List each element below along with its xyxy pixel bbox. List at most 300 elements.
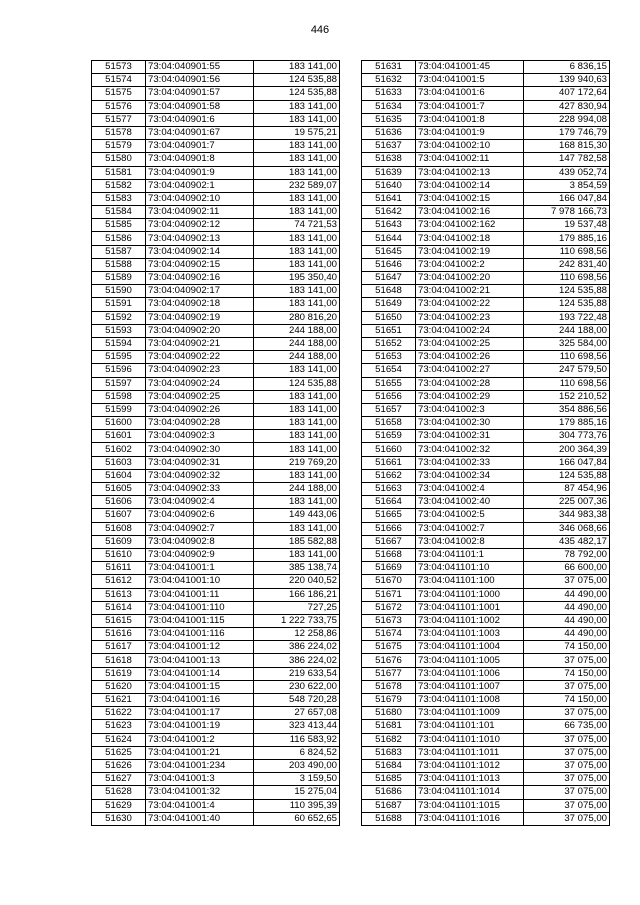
table-row: [92, 285, 340, 298]
table-row: [92, 364, 340, 377]
table-row: [362, 720, 610, 733]
cadastral-number-cell: 73:04:041001:6: [416, 87, 524, 100]
value-cell: 12 258,86: [254, 628, 340, 641]
value-cell: 1 222 733,75: [254, 614, 340, 627]
row-number-cell: 51667: [362, 535, 416, 548]
cadastral-number-cell: 73:04:041101:101: [416, 720, 524, 733]
cadastral-number-cell: 73:04:041101:1014: [416, 786, 524, 799]
table-row: [92, 403, 340, 416]
cadastral-number-cell: 73:04:040902:1: [146, 179, 254, 192]
cadastral-number-cell: 73:04:041001:3: [146, 773, 254, 786]
table-row: [92, 443, 340, 456]
value-cell: 66 600,00: [524, 562, 610, 575]
value-cell: 87 454,96: [524, 483, 610, 496]
value-cell: 19 537,48: [524, 219, 610, 232]
cadastral-number-cell: 73:04:041002:21: [416, 285, 524, 298]
row-number-cell: 51622: [92, 707, 146, 720]
row-number-cell: 51670: [362, 575, 416, 588]
table-row: [92, 324, 340, 337]
table-row: [362, 100, 610, 113]
value-cell: 60 652,65: [254, 812, 340, 825]
table-row: [362, 496, 610, 509]
cadastral-number-cell: 73:04:040902:26: [146, 403, 254, 416]
cadastral-number-cell: 73:04:040902:3: [146, 430, 254, 443]
value-cell: 183 141,00: [254, 192, 340, 205]
value-cell: 242 831,40: [524, 258, 610, 271]
value-cell: 44 490,00: [524, 628, 610, 641]
table-row: [362, 219, 610, 232]
value-cell: 179 885,16: [524, 232, 610, 245]
value-cell: 220 040,52: [254, 575, 340, 588]
table-row: [362, 588, 610, 601]
value-cell: 124 535,88: [254, 377, 340, 390]
value-cell: 37 075,00: [524, 680, 610, 693]
cadastral-number-cell: 73:04:041002:16: [416, 206, 524, 219]
table-row: [92, 311, 340, 324]
value-cell: 219 769,20: [254, 456, 340, 469]
value-cell: 78 792,00: [524, 548, 610, 561]
value-cell: 228 994,08: [524, 113, 610, 126]
cadastral-number-cell: 73:04:040901:67: [146, 126, 254, 139]
cadastral-number-cell: 73:04:041002:19: [416, 245, 524, 258]
row-number-cell: 51578: [92, 126, 146, 139]
row-number-cell: 51621: [92, 694, 146, 707]
value-cell: 116 583,92: [254, 733, 340, 746]
row-number-cell: 51680: [362, 707, 416, 720]
row-number-cell: 51641: [362, 192, 416, 205]
value-cell: 548 720,28: [254, 694, 340, 707]
value-cell: 225 007,36: [524, 496, 610, 509]
row-number-cell: 51654: [362, 364, 416, 377]
row-number-cell: 51688: [362, 812, 416, 825]
value-cell: 166 047,84: [524, 192, 610, 205]
table-row: [92, 628, 340, 641]
table-row: [92, 522, 340, 535]
table-row: [92, 759, 340, 772]
table-row: [92, 588, 340, 601]
cadastral-number-cell: 73:04:040902:19: [146, 311, 254, 324]
table-row: [92, 113, 340, 126]
table-row: [92, 232, 340, 245]
cadastral-number-cell: 73:04:041101:1015: [416, 799, 524, 812]
value-cell: 183 141,00: [254, 417, 340, 430]
row-number-cell: 51684: [362, 759, 416, 772]
row-number-cell: 51619: [92, 667, 146, 680]
table-row: [362, 324, 610, 337]
row-number-cell: 51590: [92, 285, 146, 298]
value-cell: 110 698,56: [524, 272, 610, 285]
row-number-cell: 51640: [362, 179, 416, 192]
table-row: [362, 456, 610, 469]
value-cell: 74 150,00: [524, 641, 610, 654]
row-number-cell: 51613: [92, 588, 146, 601]
value-cell: 166 186,21: [254, 588, 340, 601]
row-number-cell: 51609: [92, 535, 146, 548]
table-row: [92, 746, 340, 759]
cadastral-number-cell: 73:04:041002:27: [416, 364, 524, 377]
value-cell: 183 141,00: [254, 522, 340, 535]
table-row: [362, 694, 610, 707]
value-cell: 179 746,79: [524, 126, 610, 139]
value-cell: 110 698,56: [524, 245, 610, 258]
row-number-cell: 51633: [362, 87, 416, 100]
cadastral-number-cell: 73:04:040902:33: [146, 483, 254, 496]
row-number-cell: 51673: [362, 614, 416, 627]
table-row: [92, 812, 340, 825]
row-number-cell: 51611: [92, 562, 146, 575]
table-row: [362, 469, 610, 482]
row-number-cell: 51579: [92, 140, 146, 153]
value-cell: 346 068,66: [524, 522, 610, 535]
row-number-cell: 51603: [92, 456, 146, 469]
row-number-cell: 51652: [362, 337, 416, 350]
table-row: [92, 694, 340, 707]
table-row: [362, 535, 610, 548]
row-number-cell: 51607: [92, 509, 146, 522]
cadastral-number-cell: 73:04:041001:10: [146, 575, 254, 588]
row-number-cell: 51655: [362, 377, 416, 390]
table-row: [362, 443, 610, 456]
table-row: [92, 654, 340, 667]
table-row: [362, 707, 610, 720]
table-row: [92, 575, 340, 588]
value-cell: 6 836,15: [524, 61, 610, 74]
row-number-cell: 51630: [92, 812, 146, 825]
value-cell: 74 150,00: [524, 694, 610, 707]
row-number-cell: 51629: [92, 799, 146, 812]
cadastral-number-cell: 73:04:040902:25: [146, 390, 254, 403]
value-cell: 37 075,00: [524, 707, 610, 720]
value-cell: 110 698,56: [524, 351, 610, 364]
row-number-cell: 51663: [362, 483, 416, 496]
row-number-cell: 51598: [92, 390, 146, 403]
row-number-cell: 51660: [362, 443, 416, 456]
row-number-cell: 51643: [362, 219, 416, 232]
value-cell: 183 141,00: [254, 285, 340, 298]
value-cell: 407 172,64: [524, 87, 610, 100]
cadastral-number-cell: 73:04:040902:4: [146, 496, 254, 509]
value-cell: 323 413,44: [254, 720, 340, 733]
registry-table-right: [361, 60, 610, 826]
value-cell: 37 075,00: [524, 812, 610, 825]
table-row: [362, 667, 610, 680]
row-number-cell: 51677: [362, 667, 416, 680]
row-number-cell: 51604: [92, 469, 146, 482]
cadastral-number-cell: 73:04:041002:10: [416, 140, 524, 153]
cadastral-number-cell: 73:04:040901:6: [146, 113, 254, 126]
row-number-cell: 51653: [362, 351, 416, 364]
table-row: [92, 74, 340, 87]
table-row: [362, 377, 610, 390]
table-row: [362, 641, 610, 654]
cadastral-number-cell: 73:04:041001:4: [146, 799, 254, 812]
value-cell: 37 075,00: [524, 575, 610, 588]
table-row: [362, 364, 610, 377]
value-cell: 183 141,00: [254, 61, 340, 74]
row-number-cell: 51675: [362, 641, 416, 654]
row-number-cell: 51592: [92, 311, 146, 324]
table-row: [362, 680, 610, 693]
value-cell: 219 633,54: [254, 667, 340, 680]
cadastral-number-cell: 73:04:041001:110: [146, 601, 254, 614]
cadastral-number-cell: 73:04:041002:14: [416, 179, 524, 192]
row-number-cell: 51676: [362, 654, 416, 667]
cadastral-number-cell: 73:04:041101:1005: [416, 654, 524, 667]
value-cell: 3 854,59: [524, 179, 610, 192]
cadastral-number-cell: 73:04:041002:13: [416, 166, 524, 179]
value-cell: 183 141,00: [254, 245, 340, 258]
cadastral-number-cell: 73:04:040902:32: [146, 469, 254, 482]
row-number-cell: 51606: [92, 496, 146, 509]
cadastral-number-cell: 73:04:041001:17: [146, 707, 254, 720]
cadastral-number-cell: 73:04:041002:162: [416, 219, 524, 232]
table-row: [362, 759, 610, 772]
table-row: [362, 628, 610, 641]
value-cell: 37 075,00: [524, 746, 610, 759]
value-cell: 183 141,00: [254, 443, 340, 456]
cadastral-number-cell: 73:04:041002:11: [416, 153, 524, 166]
cadastral-number-cell: 73:04:041002:26: [416, 351, 524, 364]
cadastral-number-cell: 73:04:041001:14: [146, 667, 254, 680]
row-number-cell: 51586: [92, 232, 146, 245]
value-cell: 439 052,74: [524, 166, 610, 179]
value-cell: 183 141,00: [254, 153, 340, 166]
row-number-cell: 51649: [362, 298, 416, 311]
page-number: 446: [310, 24, 330, 36]
cadastral-number-cell: 73:04:041001:40: [146, 812, 254, 825]
value-cell: 183 141,00: [254, 206, 340, 219]
row-number-cell: 51616: [92, 628, 146, 641]
row-number-cell: 51600: [92, 417, 146, 430]
table-row: [92, 179, 340, 192]
cadastral-number-cell: 73:04:040902:6: [146, 509, 254, 522]
cadastral-number-cell: 73:04:041002:22: [416, 298, 524, 311]
cadastral-number-cell: 73:04:041101:1002: [416, 614, 524, 627]
row-number-cell: 51595: [92, 351, 146, 364]
value-cell: 37 075,00: [524, 733, 610, 746]
cadastral-number-cell: 73:04:040902:12: [146, 219, 254, 232]
row-number-cell: 51650: [362, 311, 416, 324]
row-number-cell: 51617: [92, 641, 146, 654]
cadastral-number-cell: 73:04:041002:3: [416, 403, 524, 416]
cadastral-number-cell: 73:04:041101:1011: [416, 746, 524, 759]
cadastral-number-cell: 73:04:041002:34: [416, 469, 524, 482]
row-number-cell: 51656: [362, 390, 416, 403]
value-cell: 124 535,88: [254, 87, 340, 100]
row-number-cell: 51596: [92, 364, 146, 377]
row-number-cell: 51605: [92, 483, 146, 496]
value-cell: 244 188,00: [254, 337, 340, 350]
value-cell: 110 698,56: [524, 377, 610, 390]
row-number-cell: 51588: [92, 258, 146, 271]
table-row: [362, 562, 610, 575]
cadastral-number-cell: 73:04:040901:9: [146, 166, 254, 179]
table-row: [92, 509, 340, 522]
table-row: [92, 707, 340, 720]
row-number-cell: 51614: [92, 601, 146, 614]
cadastral-number-cell: 73:04:041101:1007: [416, 680, 524, 693]
cadastral-number-cell: 73:04:041101:1010: [416, 733, 524, 746]
table-row: [92, 535, 340, 548]
row-number-cell: 51657: [362, 403, 416, 416]
value-cell: 247 579,50: [524, 364, 610, 377]
cadastral-number-cell: 73:04:041101:1013: [416, 773, 524, 786]
table-row: [92, 219, 340, 232]
value-cell: 344 983,38: [524, 509, 610, 522]
row-number-cell: 51666: [362, 522, 416, 535]
cadastral-number-cell: 73:04:040902:22: [146, 351, 254, 364]
row-number-cell: 51576: [92, 100, 146, 113]
row-number-cell: 51678: [362, 680, 416, 693]
table-row: [362, 522, 610, 535]
table-row: [92, 245, 340, 258]
table-row: [362, 337, 610, 350]
table-row: [362, 575, 610, 588]
cadastral-number-cell: 73:04:040902:7: [146, 522, 254, 535]
row-number-cell: 51591: [92, 298, 146, 311]
row-number-cell: 51594: [92, 337, 146, 350]
table-row: [362, 126, 610, 139]
value-cell: 19 575,21: [254, 126, 340, 139]
value-cell: 37 075,00: [524, 759, 610, 772]
cadastral-number-cell: 73:04:041101:10: [416, 562, 524, 575]
value-cell: 386 224,02: [254, 654, 340, 667]
value-cell: 183 141,00: [254, 390, 340, 403]
cadastral-number-cell: 73:04:040901:55: [146, 61, 254, 74]
cadastral-number-cell: 73:04:041001:115: [146, 614, 254, 627]
row-number-cell: 51658: [362, 417, 416, 430]
table-row: [362, 417, 610, 430]
cadastral-number-cell: 73:04:041002:8: [416, 535, 524, 548]
cadastral-number-cell: 73:04:041001:13: [146, 654, 254, 667]
cadastral-number-cell: 73:04:041002:23: [416, 311, 524, 324]
table-row: [92, 298, 340, 311]
row-number-cell: 51685: [362, 773, 416, 786]
table-row: [362, 548, 610, 561]
value-cell: 37 075,00: [524, 773, 610, 786]
cadastral-number-cell: 73:04:040902:17: [146, 285, 254, 298]
value-cell: 193 722,48: [524, 311, 610, 324]
row-number-cell: 51661: [362, 456, 416, 469]
row-number-cell: 51581: [92, 166, 146, 179]
row-number-cell: 51602: [92, 443, 146, 456]
row-number-cell: 51651: [362, 324, 416, 337]
value-cell: 183 141,00: [254, 364, 340, 377]
table-row: [362, 786, 610, 799]
table-row: [362, 403, 610, 416]
table-row: [92, 390, 340, 403]
value-cell: 124 535,88: [524, 298, 610, 311]
cadastral-number-cell: 73:04:041001:5: [416, 74, 524, 87]
value-cell: 183 141,00: [254, 403, 340, 416]
row-number-cell: 51635: [362, 113, 416, 126]
row-number-cell: 51664: [362, 496, 416, 509]
cadastral-number-cell: 73:04:041002:20: [416, 272, 524, 285]
row-number-cell: 51659: [362, 430, 416, 443]
table-row: [92, 667, 340, 680]
value-cell: 183 141,00: [254, 548, 340, 561]
table-row: [362, 179, 610, 192]
row-number-cell: 51608: [92, 522, 146, 535]
cadastral-number-cell: 73:04:041001:116: [146, 628, 254, 641]
row-number-cell: 51584: [92, 206, 146, 219]
table-row: [92, 192, 340, 205]
row-number-cell: 51645: [362, 245, 416, 258]
row-number-cell: 51627: [92, 773, 146, 786]
value-cell: 166 047,84: [524, 456, 610, 469]
value-cell: 230 622,00: [254, 680, 340, 693]
cadastral-number-cell: 73:04:041002:31: [416, 430, 524, 443]
table-row: [362, 614, 610, 627]
cadastral-number-cell: 73:04:041101:1: [416, 548, 524, 561]
table-row: [362, 483, 610, 496]
table-row: [362, 272, 610, 285]
cadastral-number-cell: 73:04:040902:30: [146, 443, 254, 456]
row-number-cell: 51610: [92, 548, 146, 561]
table-row: [362, 285, 610, 298]
row-number-cell: 51628: [92, 786, 146, 799]
value-cell: 200 364,39: [524, 443, 610, 456]
row-number-cell: 51672: [362, 601, 416, 614]
value-cell: 110 395,39: [254, 799, 340, 812]
cadastral-number-cell: 73:04:040901:57: [146, 87, 254, 100]
cadastral-number-cell: 73:04:041101:1012: [416, 759, 524, 772]
row-number-cell: 51647: [362, 272, 416, 285]
cadastral-number-cell: 73:04:040901:7: [146, 140, 254, 153]
value-cell: 185 582,88: [254, 535, 340, 548]
cadastral-number-cell: 73:04:041001:15: [146, 680, 254, 693]
row-number-cell: 51632: [362, 74, 416, 87]
cadastral-number-cell: 73:04:041001:45: [416, 61, 524, 74]
value-cell: 183 141,00: [254, 232, 340, 245]
table-row: [362, 298, 610, 311]
table-row: [362, 812, 610, 825]
row-number-cell: 51665: [362, 509, 416, 522]
cadastral-number-cell: 73:04:041002:29: [416, 390, 524, 403]
value-cell: 183 141,00: [254, 469, 340, 482]
value-cell: 7 978 166,73: [524, 206, 610, 219]
row-number-cell: 51636: [362, 126, 416, 139]
row-number-cell: 51634: [362, 100, 416, 113]
row-number-cell: 51574: [92, 74, 146, 87]
value-cell: 183 141,00: [254, 140, 340, 153]
table-row: [362, 746, 610, 759]
value-cell: 149 443,06: [254, 509, 340, 522]
table-row: [92, 786, 340, 799]
table-row: [92, 733, 340, 746]
table-row: [92, 720, 340, 733]
table-row: [362, 654, 610, 667]
value-cell: 44 490,00: [524, 601, 610, 614]
row-number-cell: 51648: [362, 285, 416, 298]
row-number-cell: 51638: [362, 153, 416, 166]
row-number-cell: 51642: [362, 206, 416, 219]
value-cell: 183 141,00: [254, 258, 340, 271]
cadastral-number-cell: 73:04:040902:20: [146, 324, 254, 337]
table-row: [362, 153, 610, 166]
table-row: [92, 337, 340, 350]
cadastral-number-cell: 73:04:041002:30: [416, 417, 524, 430]
table-row: [362, 258, 610, 271]
cadastral-number-cell: 73:04:041001:9: [416, 126, 524, 139]
table-row: [362, 232, 610, 245]
cadastral-number-cell: 73:04:041001:7: [416, 100, 524, 113]
table-row: [92, 140, 340, 153]
table-row: [362, 601, 610, 614]
cadastral-number-cell: 73:04:041002:25: [416, 337, 524, 350]
table-row: [362, 113, 610, 126]
row-number-cell: 51620: [92, 680, 146, 693]
